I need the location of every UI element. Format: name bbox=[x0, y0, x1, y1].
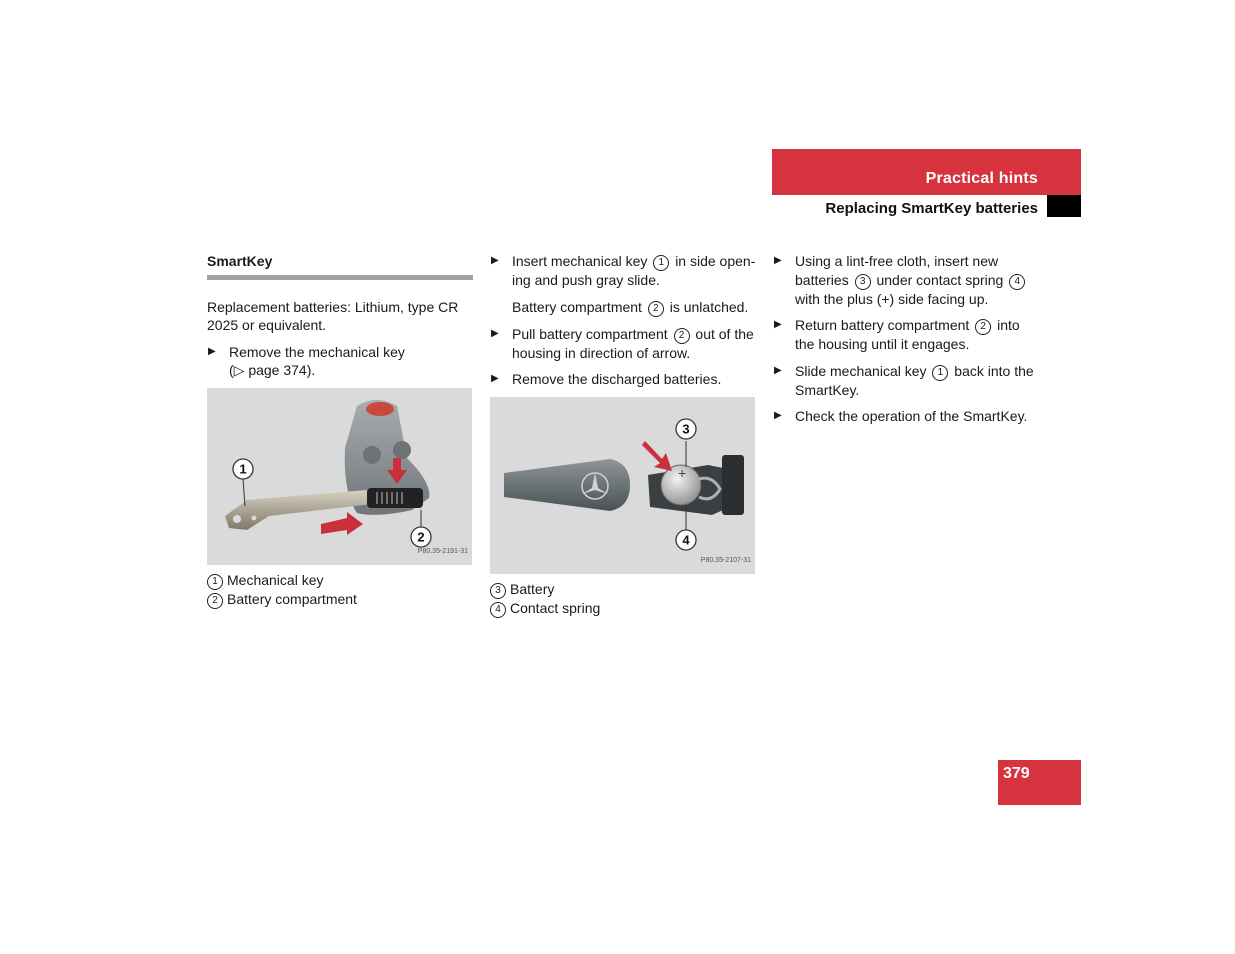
page-number: 379 bbox=[1003, 765, 1030, 782]
step-return-compartment: ▶ Return battery compartment 2 into the housing until it engages. bbox=[774, 317, 1020, 352]
section-title: Practical hints bbox=[925, 170, 1038, 187]
bullet-triangle-icon: ▶ bbox=[491, 373, 499, 384]
svg-text:4: 4 bbox=[682, 532, 690, 547]
intro-text: Replacement batteries: Lithium, type CR 2025 or equivalent. bbox=[207, 298, 459, 333]
figure-smartkey-mechanical-key bbox=[207, 388, 472, 565]
figure-code: P80.35-2191-31 bbox=[417, 548, 468, 555]
svg-text:1: 1 bbox=[239, 461, 247, 476]
chapter-tab-marker bbox=[1047, 195, 1081, 217]
legend-item: 3 Battery bbox=[490, 580, 756, 599]
bullet-triangle-icon: ▶ bbox=[491, 327, 499, 339]
step-pull-compartment: ▶ Pull battery compartment 2 out of the housing in direction of arrow. bbox=[491, 325, 754, 361]
step-insert-batteries: ▶ Using a lint-free cloth, insert new batteries 3 under contact spring 4 with the plus (+) side facing up. bbox=[773, 252, 1039, 308]
column-1 bbox=[207, 252, 473, 609]
smartkey-illustration bbox=[207, 388, 472, 565]
page-number-box bbox=[998, 760, 1081, 805]
step-insert-key: ▶ Insert mechanical key 1 in side open-ing and push gray slide. bbox=[491, 253, 756, 288]
svg-text:2: 2 bbox=[417, 529, 425, 544]
legend-item: 1 Mechanical key bbox=[207, 571, 473, 590]
step-remove-batteries: ▶ Remove the discharged batteries. bbox=[491, 371, 722, 387]
column-3 bbox=[773, 252, 1039, 434]
step-remove-key: ▶ Remove the mechanical key (▷ page 374). bbox=[208, 343, 405, 378]
bullet-triangle-icon: ▶ bbox=[774, 364, 782, 376]
battery-compartment-illustration bbox=[490, 397, 755, 574]
legend-item: 2 Battery compartment bbox=[207, 590, 473, 609]
bullet-triangle-icon: ▶ bbox=[774, 410, 782, 421]
figure-battery-compartment bbox=[490, 397, 755, 574]
bullet-triangle-icon: ▶ bbox=[774, 255, 782, 266]
column-2 bbox=[490, 252, 756, 618]
figure-code: P80.35-2107-31 bbox=[700, 557, 751, 564]
svg-text:+: + bbox=[678, 464, 687, 481]
bullet-triangle-icon: ▶ bbox=[774, 319, 782, 330]
step-slide-key-back: ▶ Slide mechanical key 1 back into the SmartKey. bbox=[774, 362, 1034, 398]
svg-text:3: 3 bbox=[682, 421, 690, 436]
subsection-title: Replacing SmartKey batteries bbox=[825, 200, 1038, 217]
step-note: Battery compartment 2 is unlatched. bbox=[512, 298, 749, 315]
page-reference-link[interactable]: (▷ page 374). bbox=[229, 362, 316, 378]
legend-item: 4 Contact spring bbox=[490, 599, 756, 618]
section-heading: SmartKey bbox=[207, 252, 473, 280]
bullet-triangle-icon: ▶ bbox=[491, 255, 499, 266]
bullet-triangle-icon: ▶ bbox=[208, 345, 216, 357]
step-check-operation: ▶ Check the operation of the SmartKey. bbox=[774, 408, 1028, 424]
